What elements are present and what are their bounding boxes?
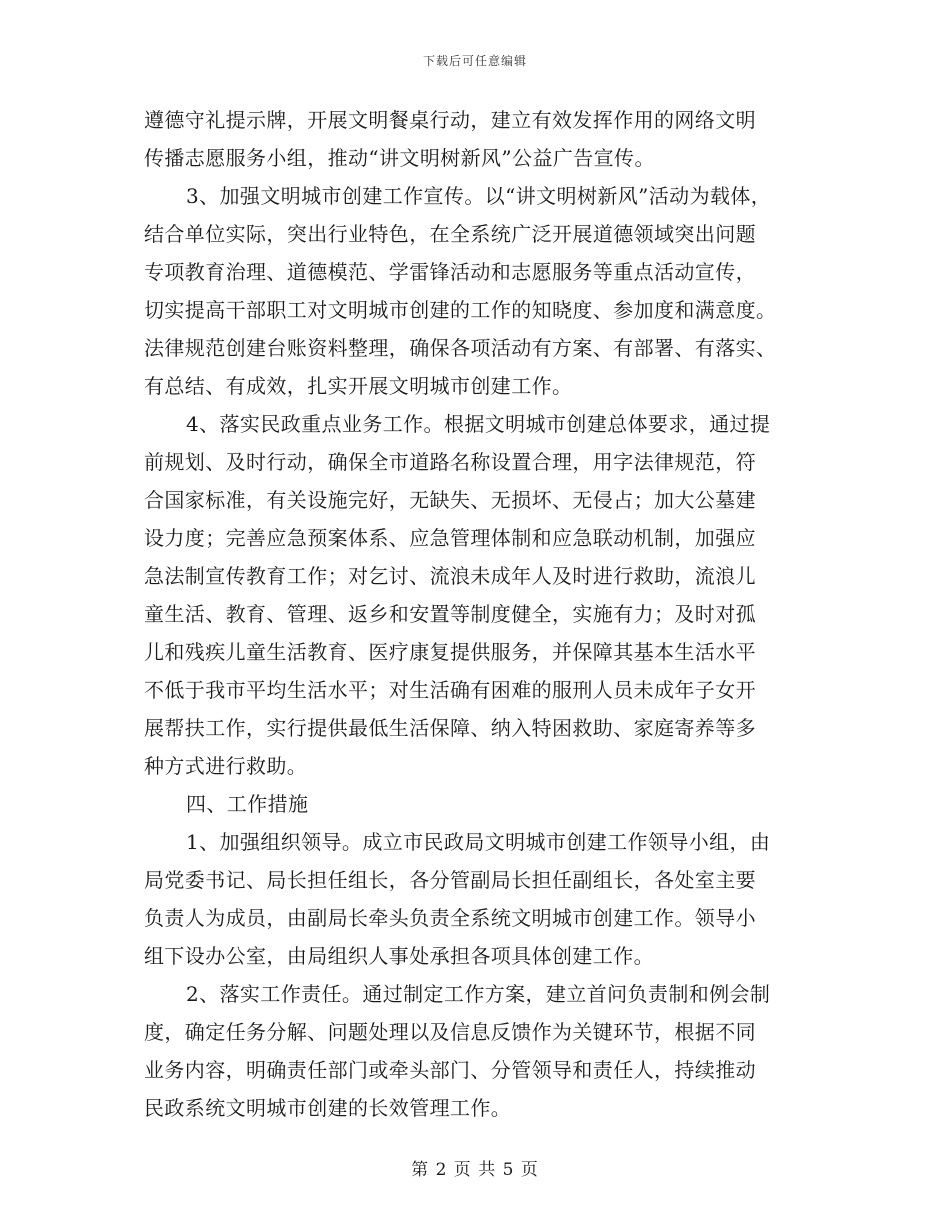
text-line: 设力度；完善应急预案体系、应急管理体制和应急联动机制，加强应 [144,526,756,550]
text-line: 不低于我市平均生活水平；对生活确有困难的服刑人员未成年子女开 [144,678,756,702]
text-line: 种方式进行救助。 [144,754,308,778]
text-line: 专项教育治理、道德模范、学雷锋活动和志愿服务等重点活动宣传， [144,260,756,284]
text-line: 负责人为成员，由副局长牵头负责全系统文明城市创建工作。领导小 [144,906,756,930]
text-line: 组下设办公室，由局组织人事处承担各项具体创建工作。 [144,944,654,968]
text-line: 遵德守礼提示牌，开展文明餐桌行动，建立有效发挥作用的网络文明 [144,108,756,132]
text-line: 传播志愿服务小组，推动“讲文明树新风”公益广告宣传。 [144,146,655,170]
text-line: 展帮扶工作，实行提供最低生活保障、纳入特困救助、家庭寄养等多 [144,716,756,740]
text-line: 业务内容，明确责任部门或牵头部门、分管领导和责任人，持续推动 [144,1058,756,1082]
text-line: 民政系统文明城市创建的长效管理工作。 [144,1096,512,1120]
page-footer: 第 2 页 共 5 页 [411,1160,539,1180]
document-body [144,101,816,1127]
text-line: 急法制宣传教育工作；对乞讨、流浪未成年人及时进行救助，流浪儿 [144,564,756,588]
text-line: 四、工作措施 [186,792,309,816]
text-line: 童生活、教育、管理、返乡和安置等制度健全，实施有力；及时对孤 [144,602,756,626]
text-line: 儿和残疾儿童生活教育、医疗康复提供服务，并保障其基本生活水平 [144,640,756,664]
text-line: 1、加强组织领导。成立市民政局文明城市创建工作领导小组，由 [186,830,771,854]
text-line: 度，确定任务分解、问题处理以及信息反馈作为关键环节，根据不同 [144,1020,756,1044]
text-line: 有总结、有成效，扎实开展文明城市创建工作。 [144,374,573,398]
text-line: 局党委书记、局长担任组长，各分管副局长担任副组长，各处室主要 [144,868,756,892]
text-line: 4、落实民政重点业务工作。根据文明城市创建总体要求，通过提 [186,412,771,436]
text-line: 法律规范创建台账资料整理，确保各项活动有方案、有部署、有落实、 [144,336,777,360]
text-line: 结合单位实际，突出行业特色，在全系统广泛开展道德领域突出问题 [144,222,756,246]
text-line: 2、落实工作责任。通过制定工作方案，建立首问负责制和例会制 [186,982,771,1006]
text-line: 合国家标准，有关设施完好，无缺失、无损坏、无侵占；加大公墓建 [144,488,756,512]
text-line: 3、加强文明城市创建工作宣传。以“讲文明树新风”活动为载体， [186,184,772,208]
page-header: 下载后可任意编辑 [422,54,527,68]
text-line: 切实提高干部职工对文明城市创建的工作的知晓度、参加度和满意度。 [144,298,777,322]
text-line: 前规划、及时行动，确保全市道路名称设置合理，用字法律规范，符 [144,450,756,474]
